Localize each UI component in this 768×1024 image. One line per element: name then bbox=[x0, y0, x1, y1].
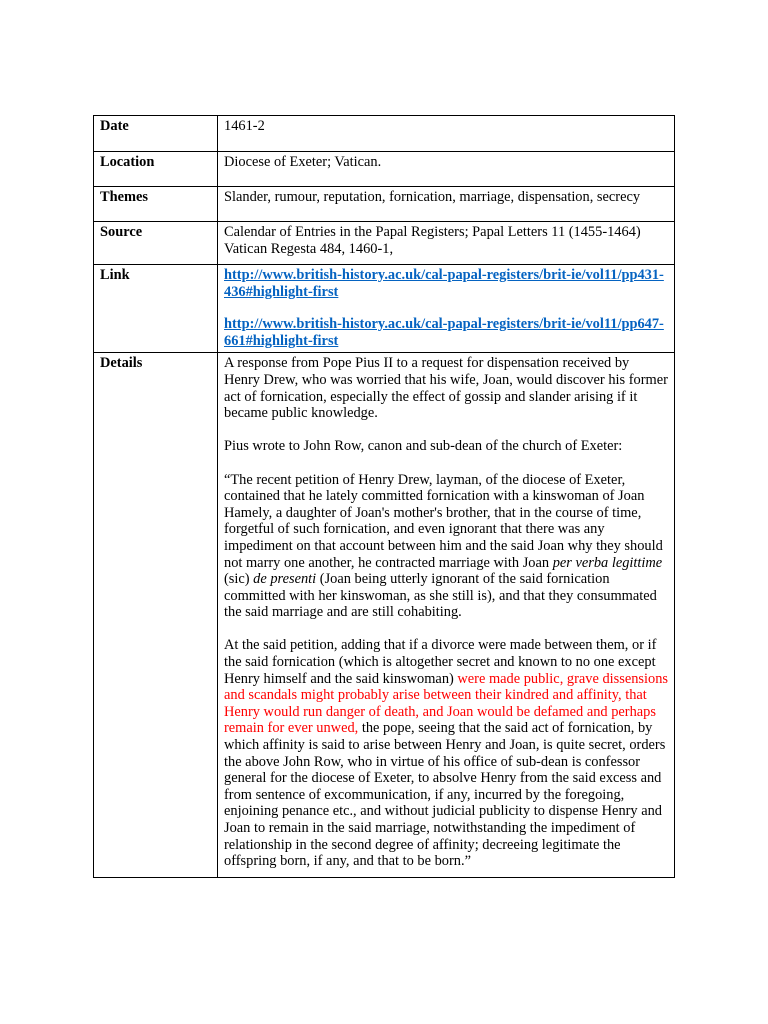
record-table bbox=[93, 115, 675, 878]
source-label: Source bbox=[94, 222, 218, 265]
date-value: 1461-2 bbox=[218, 116, 675, 152]
petition-text-a: At the said petition, adding that if a divorce were made between them, or if the said fornication (which is altogether secret and known to no one except Henry himself and the said kinswoman) bbox=[224, 637, 657, 687]
row-source bbox=[94, 222, 675, 265]
link-label: Link bbox=[94, 265, 218, 353]
row-details bbox=[94, 353, 675, 877]
petition-text-b: the pope, seeing that the said act of fornication, by which affinity is said to arise between Henry and Joan, is quite secret, orders the above John Row, who in virtue of his office of sub-dean is confessor general for the diocese of Exeter, to absolve Henry from the said excess and from sentence of excommunication, if any, incurred by the foregoing, enjoining penance etc., and without judicial publicity to dispense Henry and Joan to remain in the said marriage, notwithstanding the impediment of relationship in the second degree of affinity; decreeing legitimate the offspring born, if any, and that to be born.” bbox=[224, 720, 666, 870]
papal-registers-link-1[interactable]: http://www.british-history.ac.uk/cal-papal-registers/brit-ie/vol11/pp431-436#highlight-first bbox=[224, 267, 664, 300]
details-cell bbox=[218, 353, 675, 877]
row-location bbox=[94, 152, 675, 187]
details-paragraph-2: Pius wrote to John Row, canon and sub-dean of the church of Exeter: bbox=[224, 438, 623, 455]
source-value: Calendar of Entries in the Papal Registers; Papal Letters 11 (1455-1464) Vatican Regesta 484, 1460-1, bbox=[218, 222, 675, 265]
date-label: Date bbox=[94, 116, 218, 152]
details-paragraph-4 bbox=[224, 637, 668, 869]
themes-label: Themes bbox=[94, 187, 218, 222]
location-label: Location bbox=[94, 152, 218, 187]
quote-italic-2: de presenti bbox=[253, 571, 317, 588]
themes-value: Slander, rumour, reputation, fornication, marriage, dispensation, secrecy bbox=[218, 187, 675, 222]
link-cell bbox=[218, 265, 675, 353]
row-themes bbox=[94, 187, 675, 222]
details-label: Details bbox=[94, 353, 218, 877]
highlighted-text: were made public, grave dissensions and scandals might probably arise between their kindred and affinity, that Henry would run danger of death, and Joan would be defamed and perhaps remain for ever unwed, bbox=[224, 670, 669, 737]
quote-text-a: “The recent petition of Henry Drew, layman, of the diocese of Exeter, contained that he lately committed fornication with a kinswoman of Joan Hamely, a daughter of Joan's mother's brother, that in the course of time, forgetful of such fornication, and even ignorant that there was any impediment on that account between him and the said Joan why they should not marry one another, he contracted marriage with Joan bbox=[224, 471, 663, 571]
row-date bbox=[94, 116, 675, 152]
quote-italic-1: per verba legittime bbox=[552, 554, 663, 571]
quote-text-b: (sic) bbox=[224, 571, 254, 588]
location-value: Diocese of Exeter; Vatican. bbox=[218, 152, 675, 187]
details-paragraph-3 bbox=[224, 472, 668, 621]
details-paragraph-1: A response from Pope Pius II to a request for dispensation received by Henry Drew, who was worried that his wife, Joan, would discover his former act of fornication, especially the effect of gossip and slander arising if it became public knowledge. bbox=[224, 355, 668, 422]
row-link bbox=[94, 265, 675, 353]
papal-registers-link-2[interactable]: http://www.british-history.ac.uk/cal-papal-registers/brit-ie/vol11/pp647-661#highlight-first bbox=[224, 316, 664, 349]
quote-text-c: (Joan being utterly ignorant of the said fornication committed with her kinswoman, as she still is), and that they consummated the said marriage and are still cohabiting. bbox=[224, 571, 657, 621]
